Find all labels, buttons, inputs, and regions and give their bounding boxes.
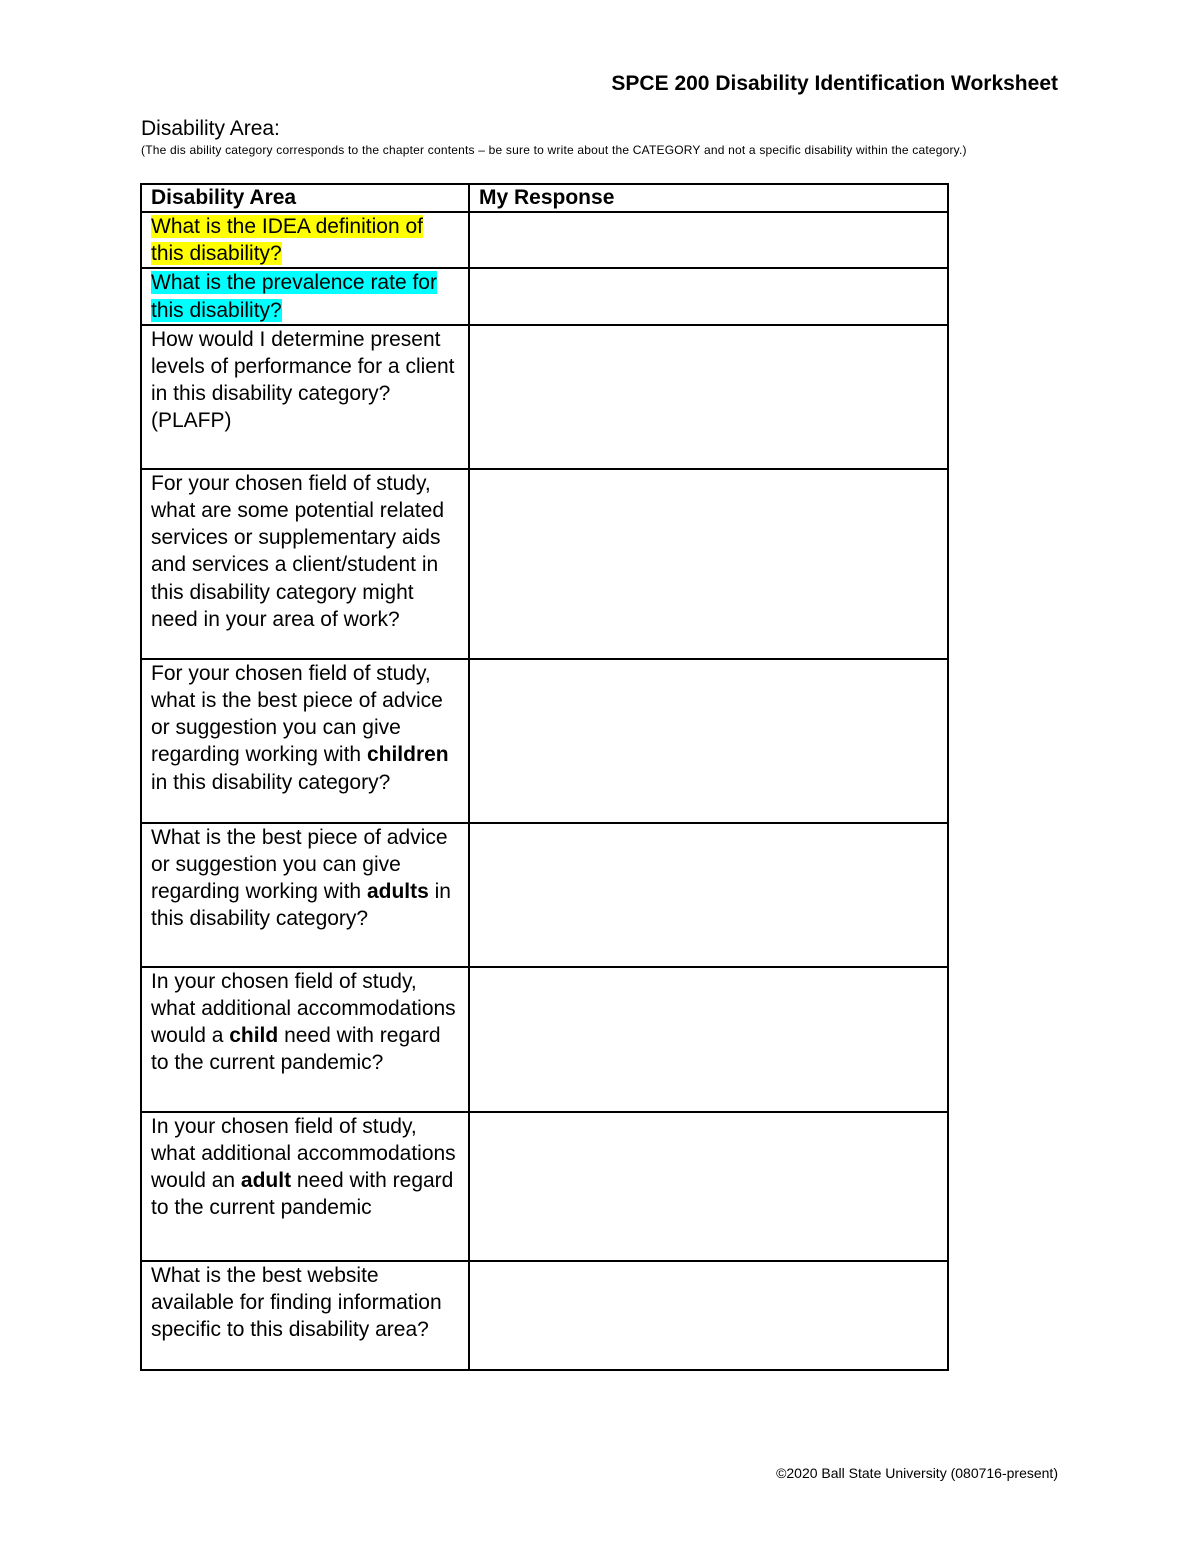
question-cell: [141, 1112, 469, 1261]
question-text: [151, 1115, 456, 1220]
question-text: [151, 826, 451, 931]
question-text-part: For your chosen field of study, what is the best piece of advice or suggestion you can give regarding working with: [151, 661, 443, 767]
table-row: [141, 1112, 948, 1261]
question-cell: [141, 659, 469, 823]
question-text-part: What is the prevalence rate for this disability?: [151, 271, 437, 322]
response-cell[interactable]: [469, 1261, 948, 1370]
response-cell[interactable]: [469, 268, 948, 324]
question-cell: [141, 967, 469, 1112]
table-row: [141, 325, 948, 469]
question-text-part: need with regard to the current pandemic: [151, 1169, 454, 1220]
question-text-part: in this disability category?: [151, 880, 451, 931]
table-row: [141, 659, 948, 823]
question-text-part: In your chosen field of study, what additional accommodations would a: [151, 969, 456, 1048]
disability-area-note: (The dis ability category corresponds to the chapter contents – be sure to write about the CATEGORY and not a specific disability within the category.): [141, 143, 967, 157]
question-text: [151, 472, 444, 631]
worksheet-table: [140, 183, 949, 1371]
response-cell[interactable]: [469, 967, 948, 1112]
question-text: [151, 215, 423, 265]
question-emphasis: adult: [240, 1169, 292, 1193]
copyright-footer: ©2020 Ball State University (080716-present): [776, 1465, 1058, 1481]
question-text-part: What is the IDEA definition of this disability?: [151, 215, 423, 266]
question-text: [151, 328, 454, 433]
table-row: [141, 1261, 948, 1370]
response-cell[interactable]: [469, 469, 948, 659]
response-cell[interactable]: [469, 212, 948, 268]
table-row: [141, 268, 948, 324]
question-cell: [141, 823, 469, 967]
question-cell: [141, 469, 469, 659]
question-text: [151, 970, 456, 1075]
question-emphasis: child: [229, 1024, 279, 1048]
column-header-my-response: My Response: [469, 184, 948, 212]
question-cell: [141, 268, 469, 324]
table-row: [141, 967, 948, 1112]
question-cell: [141, 1261, 469, 1370]
question-text-part: For your chosen field of study, what are some potential related services or supplementary aids and services a client/student in this disability category might need in your area of work?: [151, 471, 445, 631]
question-text: [151, 1264, 442, 1341]
table-row: [141, 823, 948, 967]
question-text-part: What is the best piece of advice or suggestion you can give regarding working with: [151, 825, 448, 904]
question-text-part: In your chosen field of study, what additional accommodations would an: [151, 1114, 456, 1193]
question-text-part: What is the best website available for finding information specific to this disability area?: [151, 1263, 442, 1342]
question-emphasis: children: [366, 743, 449, 767]
question-text: [151, 271, 437, 321]
table-row: [141, 469, 948, 659]
question-text-part: in this disability category?: [151, 770, 391, 794]
question-text-part: need with regard to the current pandemic?: [151, 1024, 441, 1075]
response-cell[interactable]: [469, 823, 948, 967]
document-title: SPCE 200 Disability Identification Worksheet: [611, 72, 1058, 95]
question-text-part: How would I determine present levels of performance for a client in this disability category? (PLAFP): [151, 327, 455, 433]
table-row: [141, 212, 948, 268]
table-header-row: [141, 184, 948, 212]
response-cell[interactable]: [469, 659, 948, 823]
question-text: [151, 662, 449, 794]
disability-area-label: Disability Area:: [141, 117, 280, 140]
response-cell[interactable]: [469, 1112, 948, 1261]
question-cell: [141, 325, 469, 469]
question-emphasis: adults: [366, 880, 429, 904]
response-cell[interactable]: [469, 325, 948, 469]
question-cell: [141, 212, 469, 268]
column-header-disability-area: Disability Area: [141, 184, 469, 212]
